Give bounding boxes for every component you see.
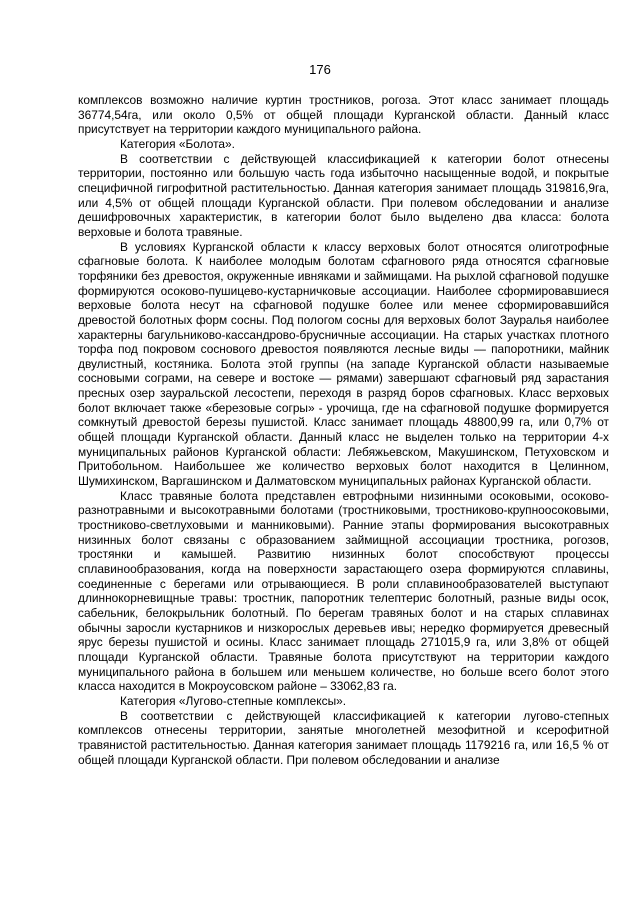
paragraph-continuation: комплексов возможно наличие куртин тростников, рогоза. Этот класс занимает площадь 36774,54га, или около 0,5% от общей площади Курганской области. Данный класс присутствует на территории каждого муниципального района.	[78, 93, 609, 137]
paragraph-grass-bogs: Класс травяные болота представлен евтрофными низинными осоковыми, осоково-разнотравными и высокотравными болотами (тростниковыми, тростниково-крупноосоковыми, тростниково-светлуховыми и манниковыми). Ранние этапы формирования высокотравных низинных болот связаны с образованием займищной ассоциации тростника, рогозов, тростянки и камышей. Развитию низинных болот способствуют процессы сплавинообразования, когда на поверхности зарастающего озера формируются сплавины, соединенные с берегами или отрывающиеся. В роли сплавинообразователей выступают длиннокорневищные травы: тростник, папоротник телептерис болотный, разные виды осок, сабельник, белокрыльник болотный. По берегам травяных болот и на старых сплавинах обычны заросли кустарников и низкорослых деревьев ивы; нередко формируется древесный ярус березы пушистой и осины. Класс занимает площадь 271015,9 га, или 3,8% от общей площади Курганской области. Травяные болота присутствуют на территории каждого муниципального района в большем или меньшем количестве, но больше всего болот этого класса находится в Мокроусовском районе – 33062,83 га.	[78, 488, 609, 694]
paragraph-meadow-steppe: В соответствии с действующей классификацией к категории лугово-степных комплексов отнесены территории, занятые многолетней мезофитной и ксерофитной травянистой растительностью. Данная категория занимает площадь 1179216 га, или 16,5 % от общей площади Курганской области. При полевом обследовании и анализе	[78, 708, 609, 767]
paragraph-bogs-classification: В соответствии с действующей классификацией к категории болот отнесены территории, постоянно или большую часть года избыточно насыщенные водой, и покрытые специфичной гигрофитной растительностью. Данная категория занимает площадь 319816,9га, или 4,5% от общей площади Курганской области. При полевом обследовании и анализе дешифровочных характеристик, в категории болот было выделено два класса: болота верховые и болота травяные.	[78, 151, 609, 239]
paragraph-raised-bogs: В условиях Курганской области к классу верховых болот относятся олиготрофные сфагновые болота. К наиболее молодым болотам сфагнового ряда относятся сфагновые торфяники без древостоя, окруженные ивняками и займищами. На рыхлой сфагновой подушке формируются осоково-пушицево-кустарничковые ассоциации. Наиболее сформировавшиеся верховые болота несут на сфагновой подушке более или менее сформировавшийся древостой болотных форм сосны. Под пологом сосны для верховых болот Зауралья наиболее характерны багульниково-кассандрово-брусничные ассоциации. На старых участках плотного торфа под покровом соснового древостоя появляются лесные виды — папоротники, майник двулистный, костяника. Болота этой группы (на западе Курганской области называемые сосновыми сограми, на севере и востоке — рямами) завершают сфагновый ряд зарастания пресных озер зауральской лесостепи, переходя в разряд боров сфагновых. Класс верховых болот включает также «березовые согры» - урочища, где на сфагновой подушке формируется сомкнутый древостой березы пушистой. Класс занимает площадь 48800,99 га, или 0,7% от общей площади Курганской области. Данный класс не выделен только на территории 4-х муниципальных районов Курганской области: Лебяжьевском, Макушинском, Петуховском и Притобольном. Наибольшее же количество верховых болот находится в Целинном, Шумихинском, Варгашинском и Далматовском муниципальных районах Курганской области.	[78, 239, 609, 489]
page-number: 176	[309, 62, 331, 77]
category-heading-meadow-steppe: Категория «Лугово-степные комплексы».	[120, 693, 347, 708]
document-body	[78, 93, 609, 767]
category-heading-bogs: Категория «Болота».	[120, 136, 235, 151]
